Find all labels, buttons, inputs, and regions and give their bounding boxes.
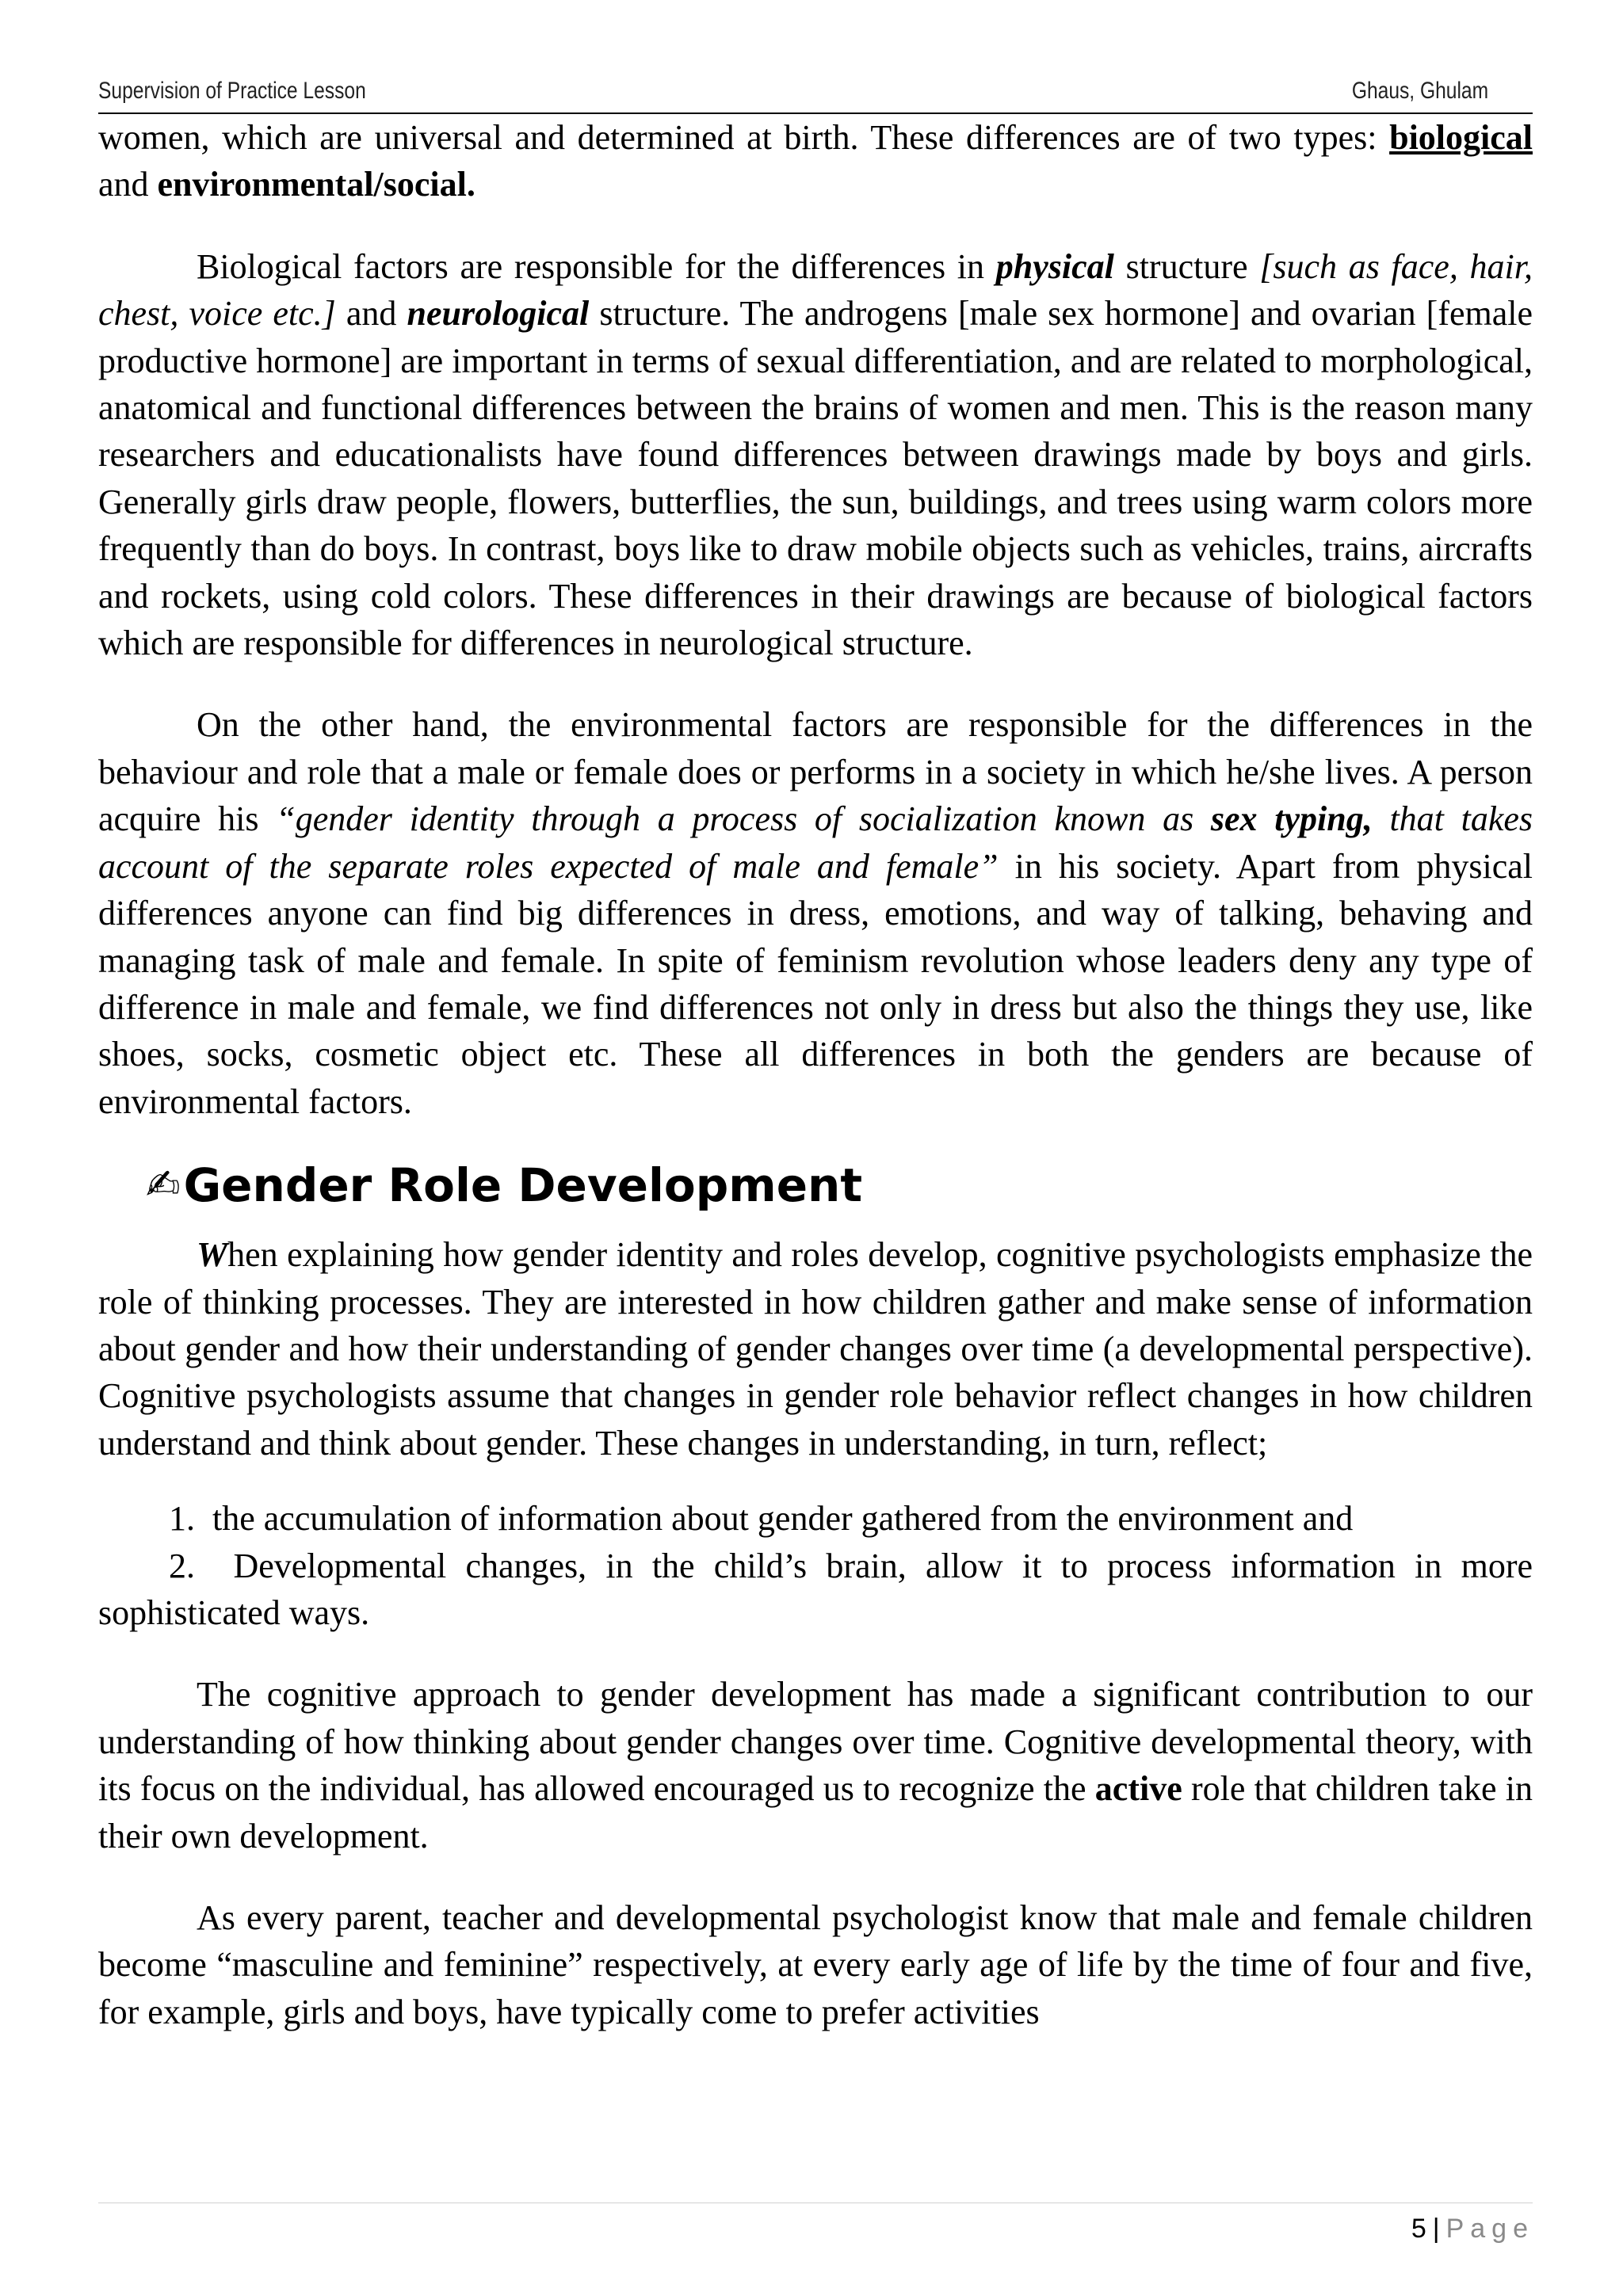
- paragraph-environmental-factors: [98, 701, 1533, 1125]
- text-run: hen explaining how gender identity and roles develop, cognitive psychologists emphasize the role of thinking processes. They are interested in how children gather and make sense of information about gender and how their understanding of gender changes over time (a developmental perspective). Cognitive psychologists assume that changes in gender role behavior reflect changes in how children understand and think about gender. These changes in understanding, in turn, reflect;: [98, 1235, 1533, 1463]
- section-heading: [146, 1154, 1533, 1217]
- text-run: role that children take in their own development.: [98, 1769, 1533, 1855]
- term-physical: physical: [995, 246, 1114, 286]
- paragraph-cognitive-psychologists: [98, 1231, 1533, 1466]
- text-run: Biological factors are responsible for the differences in: [197, 246, 996, 286]
- text-run: in his society. Apart from physical differences anyone can find big differences in dress, emotions, and way of talking, behaving and managing task of male and female. In spite of feminism revolution whose leaders deny any type of difference in male and female, we find differences not only in dress but also the things they use, like shoes, socks, cosmetic object etc. These all differences in both the genders are because of environmental factors.: [98, 846, 1533, 1121]
- list-item: [98, 1495, 1533, 1542]
- page-header: [98, 74, 1533, 114]
- paragraph-masculine-feminine: [98, 1894, 1533, 2035]
- page-number: 5: [1411, 2214, 1426, 2244]
- paragraph-continued: [98, 114, 1533, 208]
- section-heading-text: Gender Role Development: [183, 1158, 863, 1213]
- list-text: Developmental changes, in the child’s brain, allow it to process information in more sophisticated ways.: [98, 1546, 1533, 1632]
- header-author: Ghaus, Ghulam: [1351, 78, 1488, 104]
- text-run: structure. The androgens [male sex hormone] and ovarian [female productive hormone] are important in terms of sexual differentiation, and are related to morphological, anatomical and functional differences between the brains of women and men. This is the reason many researchers and educationalists have found differences between drawings made by boys and girls. Generally girls draw people, flowers, butterflies, the sun, buildings, and trees using warm colors more frequently than do boys. In contrast, boys like to draw mobile objects such as vehicles, trains, aircrafts and rockets, using cold colors. These differences in their drawings are because of biological factors which are responsible for differences in neurological structure.: [98, 294, 1533, 663]
- quote-part: “gender identity through a process of socialization known as: [276, 799, 1211, 839]
- term-environmental: environmental/social.: [157, 165, 475, 204]
- page-label: Page: [1445, 2214, 1534, 2244]
- list-item: [98, 1543, 1533, 1637]
- drop-letter: W: [197, 1235, 228, 1275]
- text-run: and: [335, 294, 407, 334]
- examples-note: [such as face, hair, chest, voice etc.]: [98, 246, 1533, 334]
- text-run: structure: [1113, 246, 1260, 286]
- text-run: As every parent, teacher and developmental psychologist know that male and female children become “masculine and feminine” respectively, at every early age of life by the time of four and five, for example, girls and boys, have typically come to prefer activities: [98, 1898, 1533, 2031]
- document-body: [98, 114, 1533, 2035]
- term-biological: biological: [1389, 118, 1533, 157]
- text-run: and: [98, 165, 158, 204]
- page-footer: [1411, 2214, 1534, 2245]
- list-number: 2.: [169, 1546, 195, 1585]
- text-run: women, which are universal and determined at birth. These differences are of two types:: [98, 118, 1390, 157]
- text-run: The cognitive approach to gender development has made a significant contribution to our understanding of how thinking about gender changes over time. Cognitive developmental theory, with its focus on the individual, has allowed encouraged us to recognize the: [98, 1675, 1533, 1809]
- header-title: Supervision of Practice Lesson: [98, 78, 366, 104]
- list-number: 1.: [169, 1499, 195, 1539]
- term-sex-typing: sex typing,: [1210, 799, 1373, 839]
- paragraph-biological-factors: [98, 243, 1533, 667]
- writing-hand-icon: ✍: [146, 1161, 181, 1210]
- list-text: the accumulation of information about gender gathered from the environment and: [212, 1499, 1354, 1539]
- quote-part: that takes account of the separate roles expected of male and female”: [98, 799, 1533, 886]
- paragraph-cognitive-approach: [98, 1671, 1533, 1859]
- term-neurological: neurological: [407, 294, 590, 334]
- numbered-list: [98, 1495, 1533, 1636]
- text-run: On the other hand, the environmental factors are responsible for the differences in the behaviour and role that a male or female does or performs in a society in which he/she lives. A person acquire his: [98, 705, 1533, 839]
- footer-separator: |: [1432, 2214, 1440, 2244]
- term-active: active: [1094, 1769, 1182, 1809]
